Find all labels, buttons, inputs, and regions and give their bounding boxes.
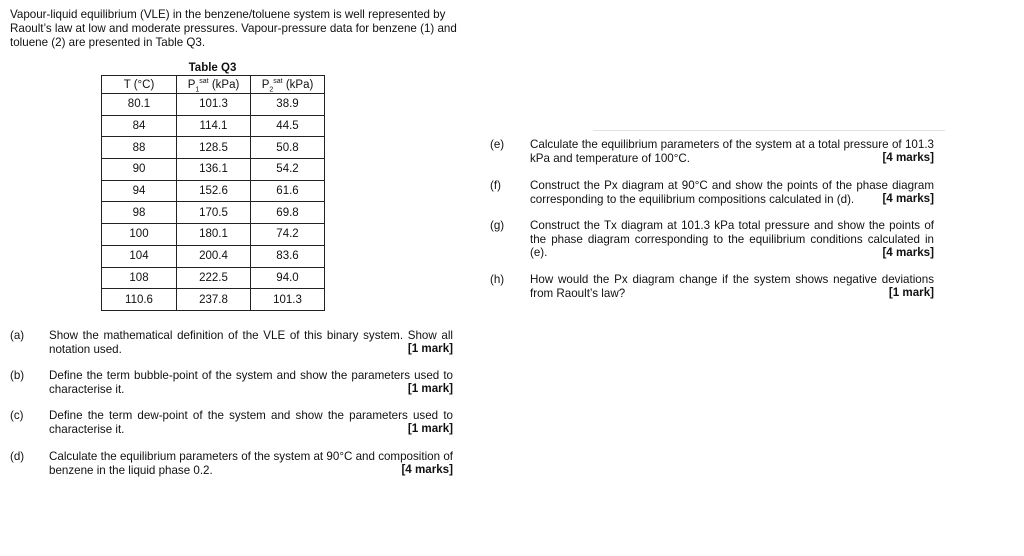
table-row xyxy=(102,245,325,267)
cell-p2sat: 50.8 xyxy=(251,137,325,159)
question-mark: [1 mark] xyxy=(407,422,453,435)
table-row xyxy=(102,224,325,246)
cell-p2sat: 61.6 xyxy=(251,180,325,202)
table-title: Table Q3 xyxy=(188,62,237,74)
question-mark: [1 mark] xyxy=(888,286,934,299)
question-label: (g) xyxy=(490,219,505,232)
question-text: Construct the Px diagram at 90°C and show the points of the phase diagram corresponding to the equilibrium compositions calculated in (d). xyxy=(530,179,934,206)
question-f xyxy=(490,179,934,207)
table-row xyxy=(102,202,325,224)
header-p2sat: $P_2^{sat}$ (kPa) xyxy=(251,76,325,94)
question-text: Calculate the equilibrium parameters of the system at 90°C and composition of benzene in the liquid phase 0.2. xyxy=(49,450,453,477)
cell-p1sat: 237.8 xyxy=(177,289,251,311)
table-row xyxy=(102,115,325,137)
question-text: Construct the Tx diagram at 101.3 kPa total pressure and show the points of the phase diagram corresponding to the equilibrium conditions calculated in (e). xyxy=(530,219,934,259)
question-c xyxy=(10,409,453,437)
cell-p1sat: 101.3 xyxy=(177,94,251,116)
cell-p1sat: 114.1 xyxy=(177,115,251,137)
cell-p1sat: 180.1 xyxy=(177,224,251,246)
table-row xyxy=(102,94,325,116)
question-a xyxy=(10,329,453,357)
question-h xyxy=(490,273,934,301)
question-text: Define the term dew-point of the system and show the parameters used to characterise it. xyxy=(49,409,453,436)
vapour-pressure-table xyxy=(101,75,325,311)
cell-p2sat: 54.2 xyxy=(251,159,325,181)
question-mark: [4 marks] xyxy=(882,246,934,259)
header-temperature: T (°C) xyxy=(102,76,177,94)
cell-p2sat: 94.0 xyxy=(251,267,325,289)
question-text: Show the mathematical definition of the VLE of this binary system. Show all notation used. xyxy=(49,329,453,356)
cell-p1sat: 200.4 xyxy=(177,245,251,267)
question-mark: [1 mark] xyxy=(407,342,453,355)
question-text: Define the term bubble-point of the system and show the parameters used to characterise it. xyxy=(49,369,453,396)
question-mark: [4 marks] xyxy=(401,463,453,476)
question-label: (h) xyxy=(490,273,505,286)
cell-p2sat: 69.8 xyxy=(251,202,325,224)
divider-line xyxy=(593,130,945,131)
table-row xyxy=(102,180,325,202)
question-text: Calculate the equilibrium parameters of the system at a total pressure of 101.3 kPa and temperature of 100°C. xyxy=(530,138,934,165)
cell-p2sat: 38.9 xyxy=(251,94,325,116)
cell-p2sat: 44.5 xyxy=(251,115,325,137)
table-row xyxy=(102,267,325,289)
question-d xyxy=(10,450,453,478)
cell-p1sat: 128.5 xyxy=(177,137,251,159)
question-text: How would the Px diagram change if the system shows negative deviations from Raoult’s law? xyxy=(530,273,934,300)
cell-temperature: 98 xyxy=(102,202,177,224)
cell-temperature: 108 xyxy=(102,267,177,289)
cell-p1sat: 222.5 xyxy=(177,267,251,289)
cell-p2sat: 74.2 xyxy=(251,224,325,246)
question-label: (c) xyxy=(10,409,24,422)
cell-p1sat: 136.1 xyxy=(177,159,251,181)
cell-p2sat: 101.3 xyxy=(251,289,325,311)
question-g xyxy=(490,219,934,261)
cell-temperature: 110.6 xyxy=(102,289,177,311)
intro-paragraph: Vapour-liquid equilibrium (VLE) in the benzene/toluene system is well represented by Raoult’s law at low and moderate pressures. Vapour-pressure data for benzene (1) and toluene (2) are presented in Table Q3. xyxy=(10,8,457,49)
table-header-row xyxy=(102,76,325,94)
question-label: (e) xyxy=(490,138,505,151)
question-label: (b) xyxy=(10,369,25,382)
question-e xyxy=(490,138,934,166)
question-mark: [1 mark] xyxy=(407,382,453,395)
cell-p1sat: 152.6 xyxy=(177,180,251,202)
table-row xyxy=(102,137,325,159)
cell-temperature: 94 xyxy=(102,180,177,202)
question-label: (d) xyxy=(10,450,25,463)
cell-temperature: 100 xyxy=(102,224,177,246)
cell-temperature: 80.1 xyxy=(102,94,177,116)
question-b xyxy=(10,369,453,397)
cell-temperature: 88 xyxy=(102,137,177,159)
question-mark: [4 marks] xyxy=(882,151,934,164)
cell-temperature: 84 xyxy=(102,115,177,137)
table-row xyxy=(102,159,325,181)
question-label: (f) xyxy=(490,179,501,192)
question-mark: [4 marks] xyxy=(882,192,934,205)
cell-temperature: 104 xyxy=(102,245,177,267)
cell-p1sat: 170.5 xyxy=(177,202,251,224)
question-label: (a) xyxy=(10,329,25,342)
cell-p2sat: 83.6 xyxy=(251,245,325,267)
header-p1sat: $P_1^{sat}$ (kPa) xyxy=(177,76,251,94)
cell-temperature: 90 xyxy=(102,159,177,181)
table-row xyxy=(102,289,325,311)
